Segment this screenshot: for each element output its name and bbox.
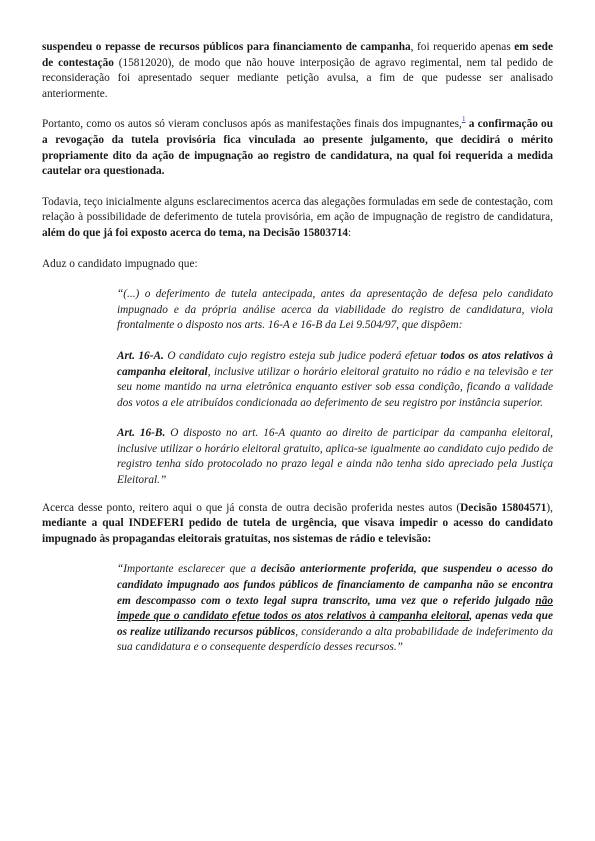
p2-text: Portanto, como os autos só vieram conclusos após as manifestações finais dos impugnantes, <box>42 118 462 131</box>
p5-text-paren: ), <box>546 501 553 514</box>
quote1-art-16a <box>117 349 553 411</box>
quote2-bold-tail: , apenas veda que os realize utilizando recursos públicos <box>117 610 553 638</box>
paragraph-1 <box>42 40 553 102</box>
paragraph-4: Aduz o candidato impugnado que: <box>42 257 198 270</box>
quote2-text <box>117 562 553 656</box>
art-16b-label: Art. 16-B. <box>117 427 166 440</box>
p5-text: Acerca desse ponto, reitero aqui o que já consta de outra decisão proferida nestes autos ( <box>42 501 461 514</box>
quote2-text-rest: , considerando a alta probabilidade de indeferimento da sua candidatura e o consequente desperdício desses recursos.” <box>117 625 553 654</box>
p1-text-rest: (15812020), de modo que não houve interposição de agravo regimental, nem tal pedido de reconsideração foi apresentado sequer mediante petição avulsa, a fim de que pudesse ser analisado anteriormente. <box>42 56 553 100</box>
p2-bold: a confirmação ou a revogação da tutela provisória fica vinculada ao presente julgamento, que decidirá o mérito propriamente dito da ação de impugnação ao registro de candidatura, na qual foi requerida a medida cautelar ora questionada. <box>42 118 553 178</box>
p5-bold: mediante a qual INDEFERI pedido de tutela de urgência, que visava impedir o acesso do candidato impugnado às propagandas eleitorais gratuitas, nos sistemas de rádio e televisão: <box>42 517 553 545</box>
p5-bold-decisao: Decisão 15804571 <box>460 501 547 514</box>
art-16a-text-rest: , inclusive utilizar o horário eleitoral gratuito no rádio e na televisão e ter seu nome mantido na urna eletrônica enquanto estiver sob essa condição, ficando a validade dos votos a ele atribuídos condicionada ao deferimento de seu registro por instância superior. <box>117 365 553 409</box>
p1-bold-contestacao: em sede de contestação <box>42 41 553 69</box>
p3-text: Todavia, teço inicialmente alguns esclarecimentos acerca das alegações formuladas em sede de contestação, com relação à possibilidade de deferimento de tutela provisória, em ação de impugnação de registro de candidatura, <box>42 195 553 224</box>
p1-bold-lead: suspendeu o repasse de recursos públicos para financiamento de campanha <box>42 41 411 53</box>
quote1-intro: “(...) o deferimento de tutela antecipada, antes da apresentação de defesa pelo candidato impugnado e da própria análise acerca da viabilidade do registro de candidatura, viola frontalmente o disposto nos arts. 16-A e 16-B da Lei 9.504/97, que dispõem: <box>117 288 553 332</box>
p3-colon: : <box>348 226 352 239</box>
footnote-link[interactable]: 1 <box>461 114 466 124</box>
quote2-bold-underlined: não impede que o candidato efetue todos os atos relativos à campanha eleitoral <box>117 594 553 623</box>
quote2-lead: “Importante esclarecer que a <box>117 563 261 576</box>
paragraph-5 <box>42 501 553 548</box>
p3-bold: além do que já foi exposto acerca do tema, na Decisão 15803714 <box>42 226 349 239</box>
art-16a-label: Art. 16-A. <box>117 349 164 362</box>
quote-block-1 <box>117 287 553 489</box>
quote1-art-16b <box>117 426 553 488</box>
paragraph-2 <box>42 114 553 179</box>
paragraph-3 <box>42 195 553 242</box>
art-16a-bold: todos os atos relativos à campanha eleitoral <box>117 349 553 378</box>
quote2-bold: decisão anteriormente proferida, que suspendeu o acesso do candidato impugnado aos fundos públicos de financiamento de campanha não se encontra em descompasso com o texto legal supra transcrito, uma vez que o referido julgado <box>117 563 553 607</box>
art-16b-text: O disposto no art. 16-A quanto ao direito de participar da campanha eleitoral, inclusive utilizar o horário eleitoral gratuito, aplica-se igualmente ao candidato cujo pedido de registro tenha sido protocolado no prazo legal e ainda não tenha sido apreciado pela Justiça Eleitoral.” <box>117 427 553 487</box>
art-16a-text: O candidato cujo registro esteja sub judice poderá efetuar <box>163 349 441 362</box>
p1-text: , foi requerido apenas <box>410 41 515 53</box>
quote-block-2 <box>117 562 553 656</box>
